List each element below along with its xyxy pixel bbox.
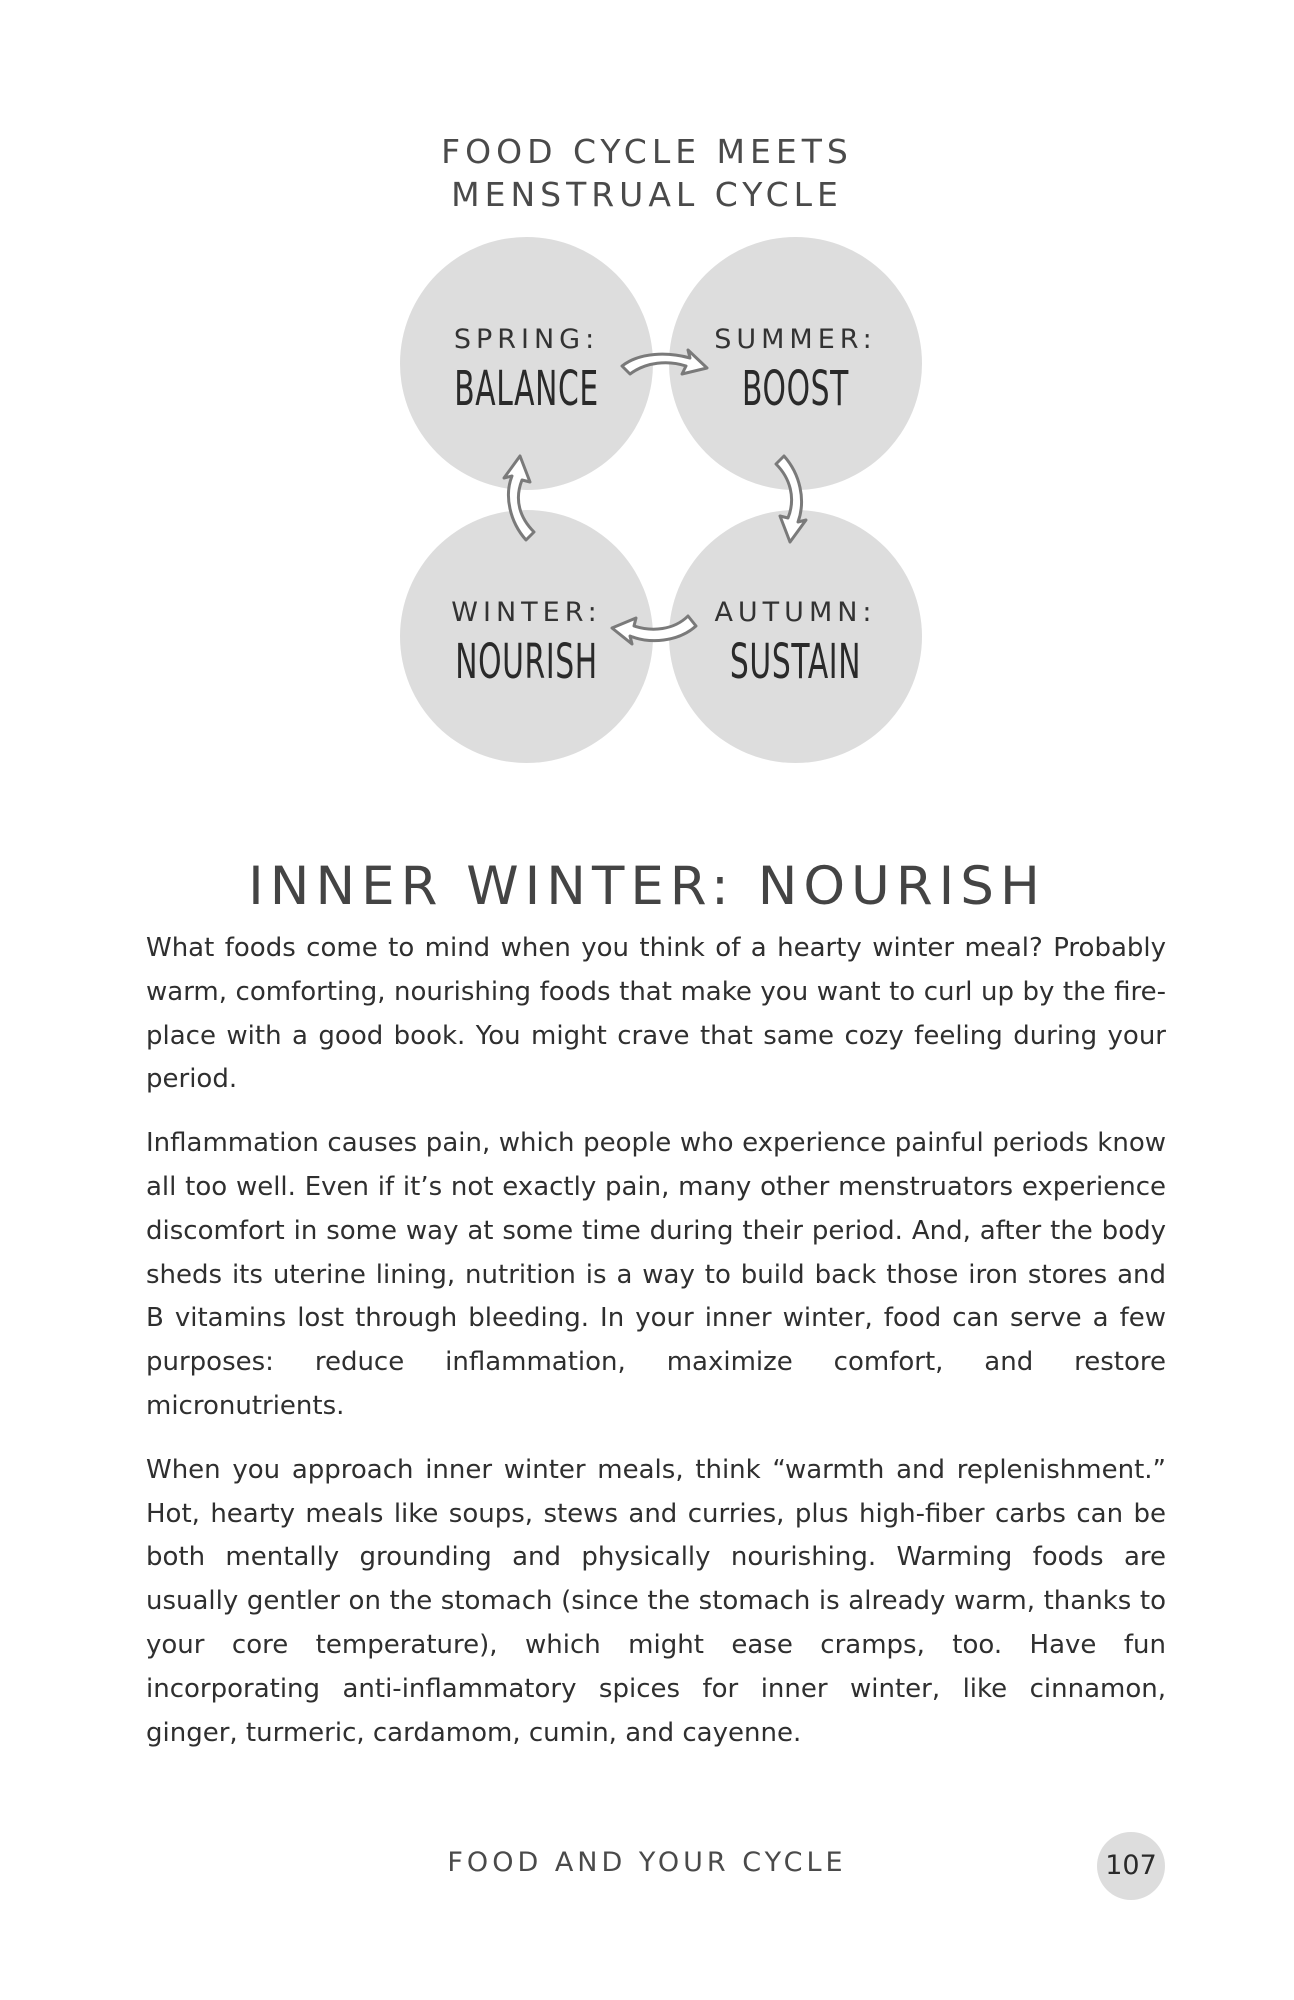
section-heading: INNER WINTER: NOURISH <box>248 856 1046 917</box>
arrow-up-icon <box>504 456 534 540</box>
paragraph-2: Inflammation causes pain, which people who experience painful periods know all too well. Even if it’s not exactly pain, many other menstruators experience discomfort in some way at some time during their period. And, after the body sheds its uterine lining, nutrition is a way to build back those iron stores and B vitamins lost through bleeding. In your inner winter, food can serve a few purposes: reduce inflammation, maximize comfort, and restore micronutrients. <box>146 1128 1166 1421</box>
autumn-word: SUSTAIN <box>729 634 862 690</box>
winter-label: WINTER: <box>451 597 602 628</box>
summer-word: BOOST <box>742 361 849 417</box>
page-number: 107 <box>1097 1832 1165 1900</box>
arrow-left-icon <box>612 616 696 644</box>
paragraph-1: What foods come to mind when you think of a hearty winter meal? Probably warm, comforting, nourishing foods that make you want to curl up by the fire-place with a good book. You might crave that same cozy feeling during your period. <box>146 933 1166 1095</box>
diagram-title-line2: MENSTRUAL CYCLE <box>451 175 843 214</box>
autumn-label: AUTUMN: <box>714 597 877 628</box>
paragraph-3: When you approach inner winter meals, think “warmth and replenishment.” Hot, hearty meals like soups, stews and curries, plus high-fiber carbs can be both mentally grounding and physically nourishing. Warming foods are usually gentler on the stomach (since the stomach is already warm, thanks to your core temperature), which might ease cramps, too. Have fun incorporating anti-inflammatory spices for inner winter, like cinnamon, ginger, turmeric, cardamom, cumin, and cayenne. <box>146 1454 1166 1748</box>
spring-label: SPRING: <box>453 324 600 355</box>
arrow-right-icon <box>622 350 707 374</box>
diagram-title-line1: FOOD CYCLE MEETS <box>441 132 853 171</box>
winter-word: NOURISH <box>455 634 598 690</box>
footer-chapter-title: FOOD AND YOUR CYCLE <box>447 1847 847 1878</box>
arrow-down-icon <box>776 456 806 542</box>
spring-word: BALANCE <box>454 361 599 417</box>
cycle-arrows <box>0 0 1294 800</box>
summer-label: SUMMER: <box>714 324 877 355</box>
cycle-diagram <box>0 0 1294 800</box>
body-text <box>146 927 1166 1775</box>
